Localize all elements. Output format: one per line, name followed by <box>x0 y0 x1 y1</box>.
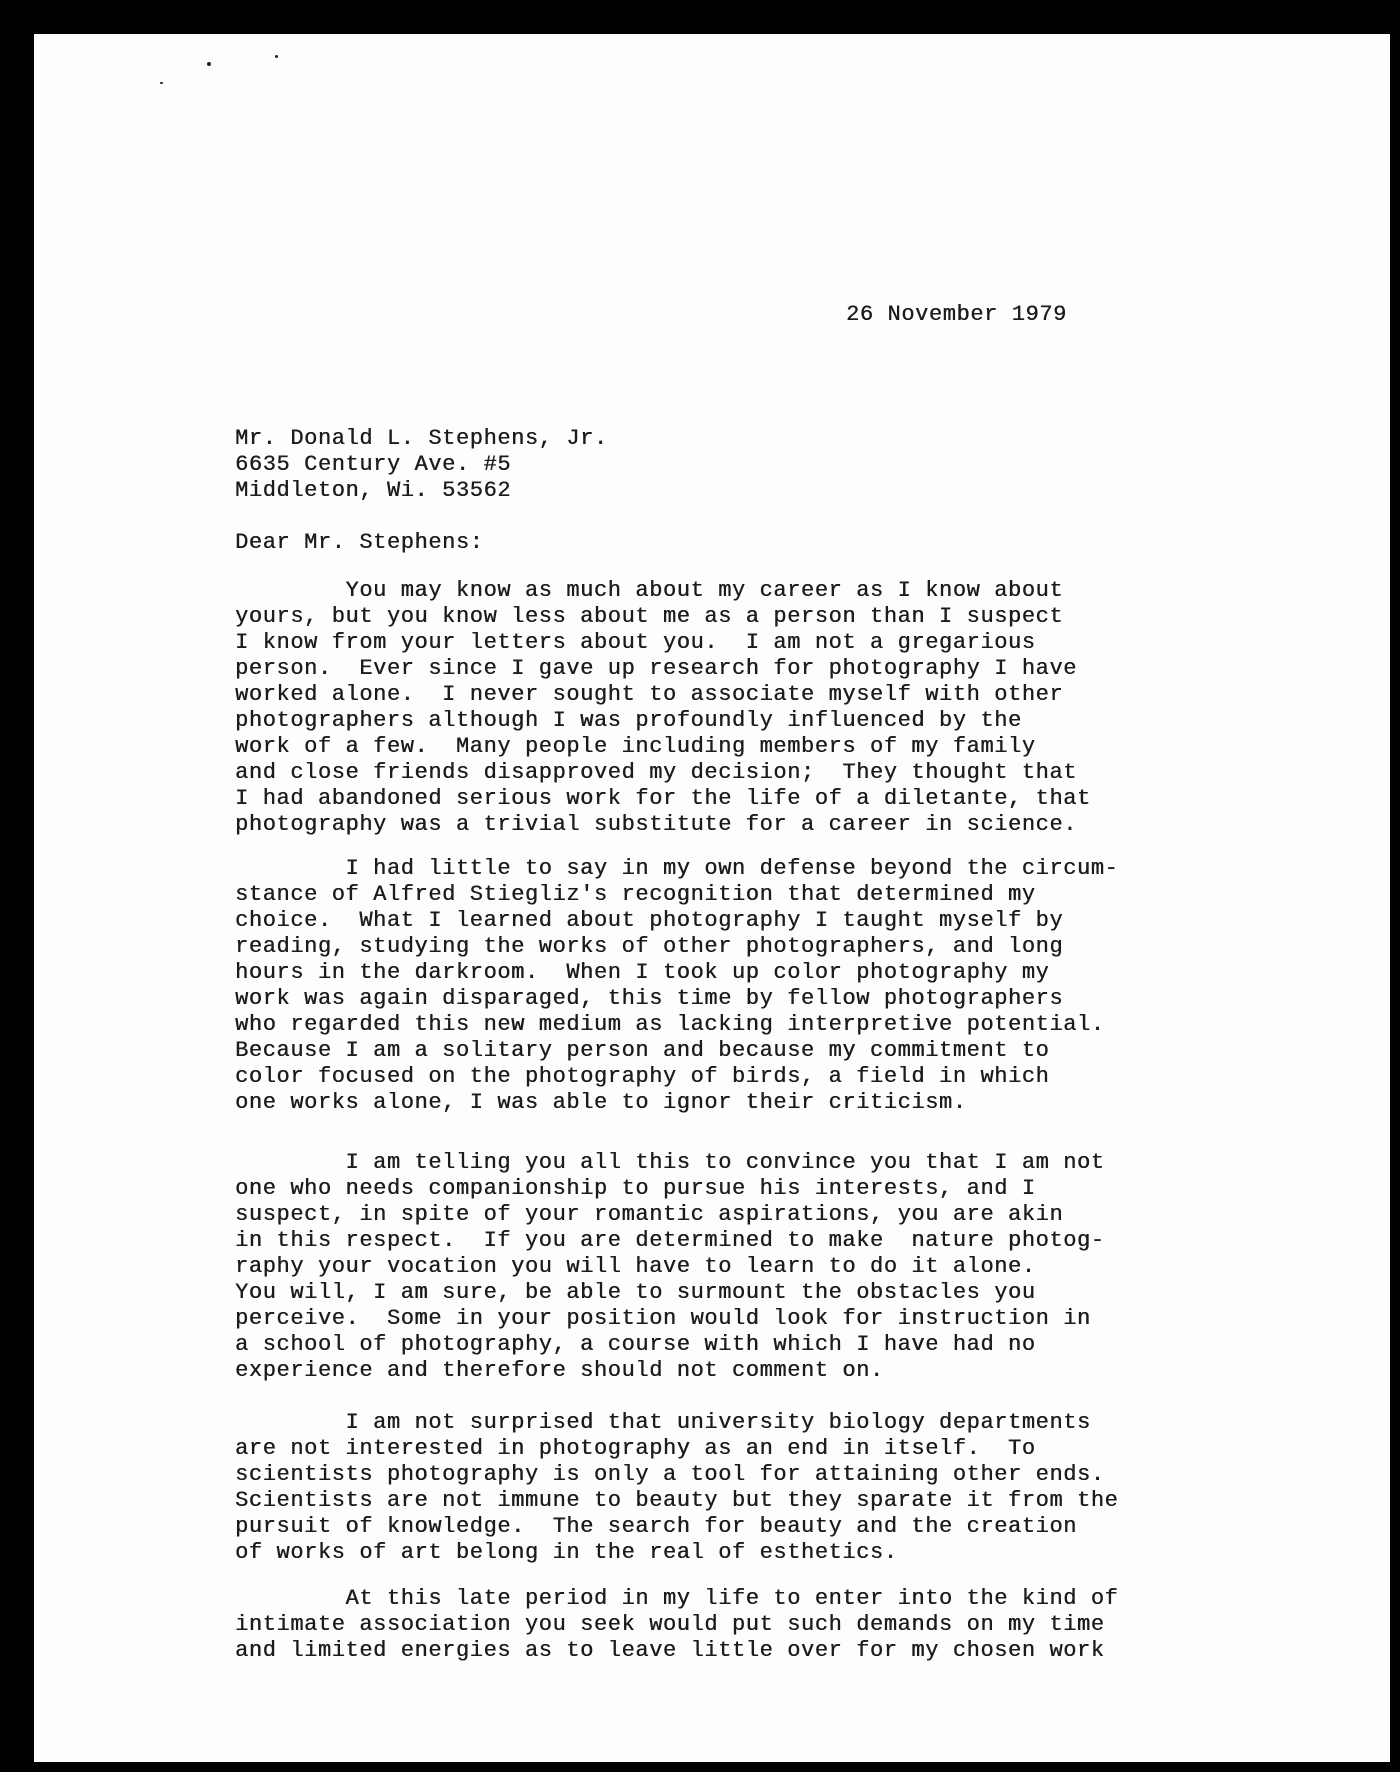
paragraph-2 <box>235 856 1118 1116</box>
recipient-address <box>235 426 608 504</box>
paragraph-line: a school of photography, a course with which I have had no <box>235 1332 1036 1357</box>
paragraph-4 <box>235 1410 1118 1566</box>
paragraph-line: I am telling you all this to convince you that I am not <box>235 1150 1105 1175</box>
letter-date: 26 November 1979 <box>846 302 1067 327</box>
address-line-city: Middleton, Wi. 53562 <box>235 478 512 503</box>
paragraph-line: work was again disparaged, this time by fellow photographers <box>235 986 1064 1011</box>
paragraph-line: one works alone, I was able to ignor their criticism. <box>235 1090 967 1115</box>
paragraph-line: experience and therefore should not comment on. <box>235 1358 884 1383</box>
paragraph-line: photographers although I was profoundly influenced by the <box>235 708 1022 733</box>
paragraph-line: are not interested in photography as an end in itself. To <box>235 1436 1036 1461</box>
paragraph-3 <box>235 1150 1105 1384</box>
paragraph-line: At this late period in my life to enter into the kind of <box>235 1586 1119 1611</box>
paragraph-line: perceive. Some in your position would look for instruction in <box>235 1306 1091 1331</box>
paragraph-line: choice. What I learned about photography I taught myself by <box>235 908 1064 933</box>
paragraph-line: scientists photography is only a tool for attaining other ends. <box>235 1462 1105 1487</box>
paragraph-line: reading, studying the works of other photographers, and long <box>235 934 1064 959</box>
paragraph-line: pursuit of knowledge. The search for beauty and the creation <box>235 1514 1077 1539</box>
paragraph-line: and limited energies as to leave little over for my chosen work <box>235 1638 1105 1663</box>
paragraph-line: You may know as much about my career as I know about <box>235 578 1064 603</box>
paragraph-line: I had abandoned serious work for the life of a diletante, that <box>235 786 1091 811</box>
paper-speck <box>160 82 163 84</box>
paper-speck <box>275 55 278 58</box>
address-line-street: 6635 Century Ave. #5 <box>235 452 512 477</box>
paragraph-line: raphy your vocation you will have to learn to do it alone. <box>235 1254 1036 1279</box>
paragraph-line: in this respect. If you are determined to make nature photog- <box>235 1228 1105 1253</box>
paragraph-1 <box>235 578 1091 838</box>
paragraph-line: color focused on the photography of birds, a field in which <box>235 1064 1050 1089</box>
paper-speck <box>207 62 211 66</box>
paragraph-line: yours, but you know less about me as a person than I suspect <box>235 604 1064 629</box>
paragraph-line: intimate association you seek would put such demands on my time <box>235 1612 1105 1637</box>
paragraph-line: I am not surprised that university biology departments <box>235 1410 1091 1435</box>
paragraph-line: I know from your letters about you. I am not a gregarious <box>235 630 1036 655</box>
paragraph-line: stance of Alfred Stiegliz's recognition that determined my <box>235 882 1036 907</box>
paragraph-line: You will, I am sure, be able to surmount the obstacles you <box>235 1280 1036 1305</box>
paragraph-line: work of a few. Many people including members of my family <box>235 734 1036 759</box>
paragraph-line: photography was a trivial substitute for a career in science. <box>235 812 1077 837</box>
paragraph-line: suspect, in spite of your romantic aspirations, you are akin <box>235 1202 1064 1227</box>
paragraph-line: who regarded this new medium as lacking interpretive potential. <box>235 1012 1105 1037</box>
paragraph-line: of works of art belong in the real of esthetics. <box>235 1540 898 1565</box>
salutation: Dear Mr. Stephens: <box>235 530 484 555</box>
paragraph-line: person. Ever since I gave up research for photography I have <box>235 656 1077 681</box>
address-line-name: Mr. Donald L. Stephens, Jr. <box>235 426 608 451</box>
paragraph-line: one who needs companionship to pursue his interests, and I <box>235 1176 1036 1201</box>
paragraph-line: Scientists are not immune to beauty but they sparate it from the <box>235 1488 1119 1513</box>
paragraph-line: and close friends disapproved my decision; They thought that <box>235 760 1077 785</box>
paragraph-5 <box>235 1586 1118 1664</box>
paragraph-line: Because I am a solitary person and because my commitment to <box>235 1038 1050 1063</box>
paragraph-line: worked alone. I never sought to associate myself with other <box>235 682 1064 707</box>
paragraph-line: hours in the darkroom. When I took up color photography my <box>235 960 1050 985</box>
paragraph-line: I had little to say in my own defense beyond the circum- <box>235 856 1119 881</box>
